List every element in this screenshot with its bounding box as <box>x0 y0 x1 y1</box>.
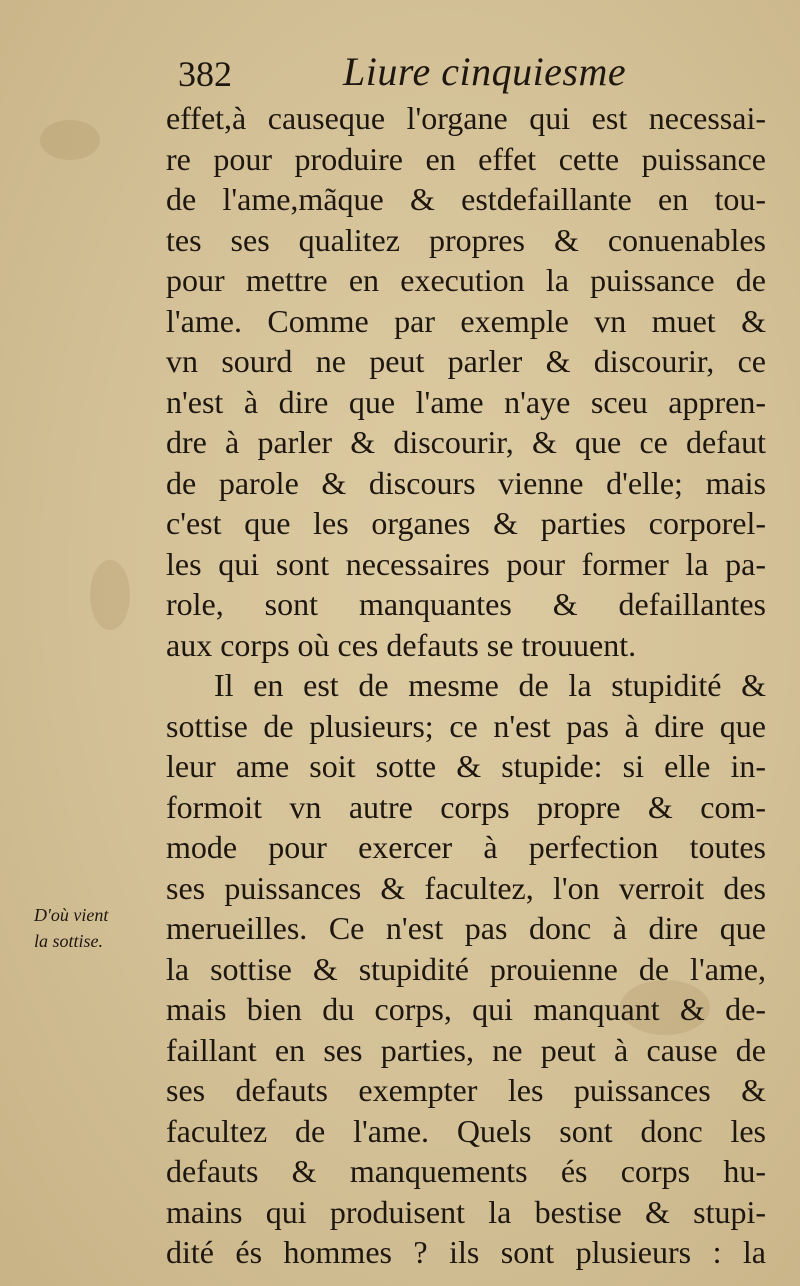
text-line: pour mettre en execution la puissance de <box>166 262 766 298</box>
paper-stain <box>90 560 130 630</box>
text-line: leur ame soit sotte & stupide: si elle in- <box>166 748 766 784</box>
paragraph-start-line: Il en est de mesme de la stupidité & <box>214 667 766 703</box>
margin-note-line: la sottise. <box>34 931 104 951</box>
text-line: merueilles. Ce n'est pas donc à dire que <box>166 910 766 946</box>
text-line: facultez de l'ame. Quels sont donc les <box>166 1112 766 1149</box>
text-line: defauts & manquements és corps hu- <box>166 1153 766 1189</box>
text-line: la sottise & stupidité prouienne de l'ame, <box>166 950 766 987</box>
text-line: formoit vn autre corps propre & com- <box>166 788 766 825</box>
text-line: de parole & discours vienne d'elle; mais <box>166 464 766 501</box>
text-line: mains qui produisent la bestise & stupi- <box>166 1193 766 1230</box>
page-number: 382 <box>178 54 232 94</box>
text-line: de l'ame,mãque & estdefaillante en tou- <box>166 181 766 217</box>
text-line: re pour produire en effet cette puissance <box>166 140 766 177</box>
text-line: role, sont manquantes & defaillantes <box>166 586 766 622</box>
text-line: faillant en ses parties, ne peut à cause de <box>166 1031 766 1068</box>
text-line: aux corps où ces defauts se trouuent. <box>166 626 637 663</box>
running-title: Liure cinquiesme <box>343 49 627 94</box>
text-line: ses puissances & facultez, l'on verroit des <box>166 869 766 906</box>
margin-note-line: D'où vient <box>34 905 109 925</box>
text-line: effet,à causeque l'organe qui est necessai- <box>166 100 766 136</box>
text-line: vn sourd ne peut parler & discourir, ce <box>166 343 766 379</box>
text-line: les qui sont necessaires pour former la pa- <box>166 545 766 582</box>
body-text <box>166 98 766 1273</box>
paper-stain <box>40 120 100 160</box>
page-header <box>178 48 778 98</box>
text-line: dre à parler & discourir, & que ce defaut <box>166 424 766 460</box>
text-line: tes ses qualitez propres & conuenables <box>166 221 766 258</box>
text-line: mode pour exercer à perfection toutes <box>166 829 766 865</box>
text-line: ses defauts exempter les puissances & <box>166 1072 766 1108</box>
text-line: c'est que les organes & parties corporel- <box>166 505 766 541</box>
text-line: dité és hommes ? ils sont plusieurs : la <box>166 1234 766 1270</box>
text-line: sottise de plusieurs; ce n'est pas à dire que <box>166 707 766 744</box>
text-line: l'ame. Comme par exemple vn muet & <box>166 302 766 339</box>
text-line: n'est à dire que l'ame n'aye sceu appren- <box>166 383 766 420</box>
margin-note <box>34 902 164 954</box>
text-line: mais bien du corps, qui manquant & de- <box>166 991 766 1027</box>
